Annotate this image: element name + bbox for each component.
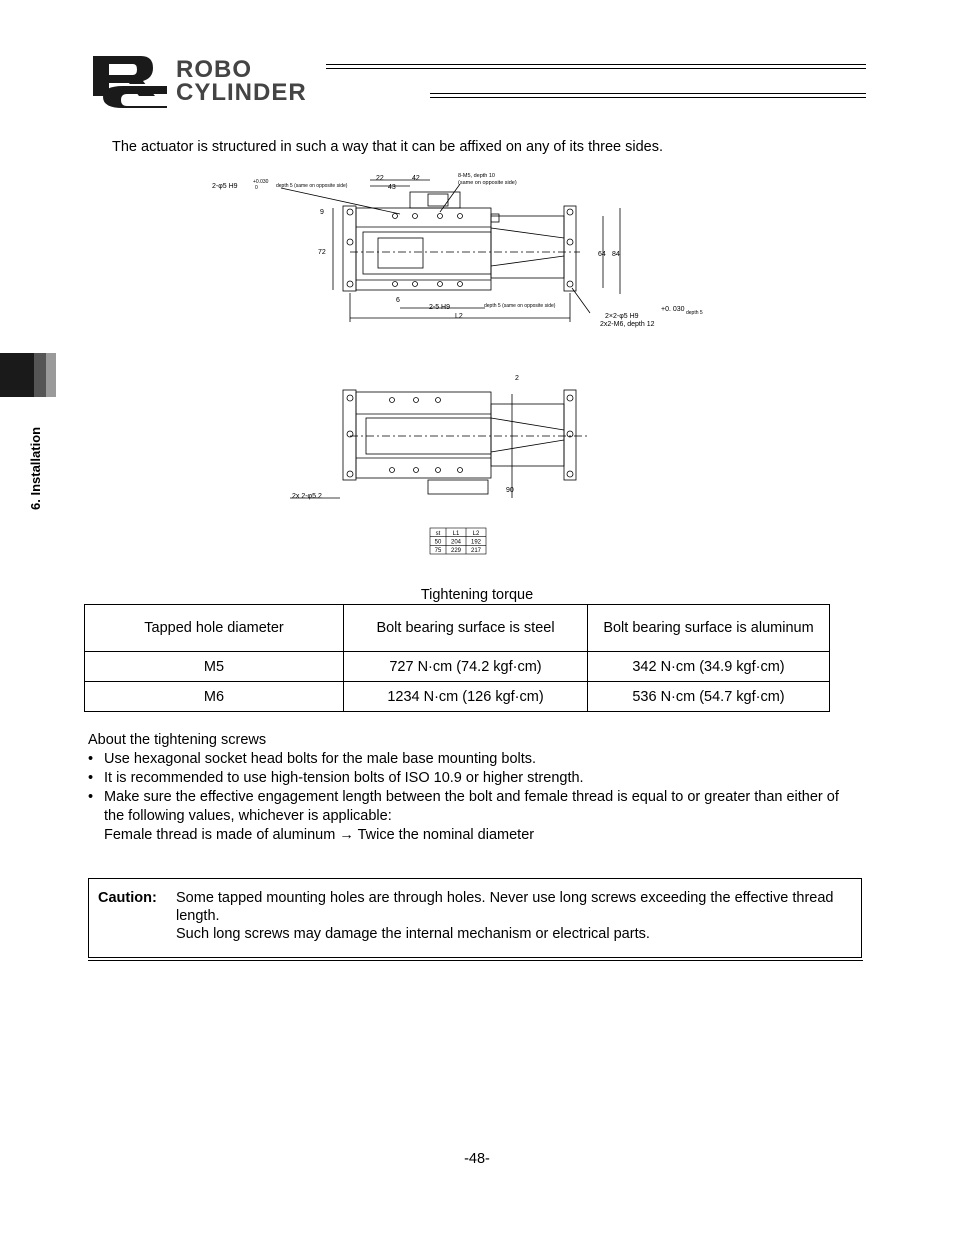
header-rule [430,97,866,98]
dim-64: 64 [598,251,606,258]
label-2phi5: 2-φ5 H9 [212,183,238,190]
dim-90: 90 [506,487,514,494]
caution-line: Such long screws may damage the internal mechanism or electrical parts. [176,926,650,942]
caution-box [88,878,862,958]
table-header-cell: Bolt bearing surface is steel [344,605,588,652]
dim-9: 9 [320,209,324,216]
label-depth5-top: depth 5 (same on opposite side) [276,183,348,189]
table-row [85,682,830,712]
caution-line: Some tapped mounting holes are through holes. Never use long screws exceeding the effective thread length. [176,890,834,924]
table-cell: 1234 N·cm (126 kgf·cm) [344,682,588,712]
mini-th-l2: L2 [472,531,480,537]
page-number: -48- [464,1151,490,1167]
torque-table [84,604,830,712]
dim-43: 43 [388,184,396,191]
sub-note: Female thread is made of aluminum → Twice the nominal diameter [104,827,535,843]
caution-label: Caution: [98,890,157,906]
bullet-list [88,750,848,826]
bullet-icon: • [88,770,94,786]
label-depth5-bot: depth 5 (same on opposite side) [484,303,556,309]
label-tol2: +0. 030 [661,306,685,313]
label-2x2phi5: 2×2-φ5 H9 [605,313,639,320]
mini-cell: 217 [470,548,482,554]
mini-cell: 192 [470,539,482,546]
intro-text: The actuator is structured in such a way that it can be affixed on any of its three sides. [112,139,664,155]
actuator-dimension-drawing [200,168,720,558]
label-8m5-b: (same on opposite side) [458,180,517,186]
mini-cell: 204 [450,539,462,546]
side-tab-label: 6. Installation [28,426,43,510]
label-8m5: 8-M5, depth 10 [458,173,495,179]
label-l2: L2 [455,313,463,320]
dim-6: 6 [396,297,400,304]
table-cell: M6 [85,682,344,712]
label-tol: +0.030 [253,179,269,185]
table-cell: 727 N·cm (74.2 kgf·cm) [344,652,588,682]
bullet-icon: • [88,751,94,767]
mini-cell: 229 [450,548,462,554]
label-tol0: 0 [255,185,258,191]
bullet-icon: • [88,789,94,805]
header-rule [326,64,866,65]
caution-text [176,889,856,943]
label-2x2phi52: 2x 2-φ5.2 [292,493,322,500]
mini-th-l1: L1 [452,531,460,537]
label-25h9: 2-5 H9 [429,304,451,311]
tightening-screws-section [88,731,848,845]
side-tab-marker [0,353,34,397]
list-item: • It is recommended to use high-tension bolts of ISO 10.9 or higher strength. [88,770,584,786]
table-cell: 342 N·cm (34.9 kgf·cm) [588,652,830,682]
table-cell: 536 N·cm (54.7 kgf·cm) [588,682,830,712]
caution-box-rule [88,960,863,961]
table-cell: M5 [85,652,344,682]
side-tab-marker [34,353,46,397]
dim-42: 42 [412,175,420,182]
header-rule [430,93,866,94]
mini-th-st: st [435,531,441,537]
label-2x2m6: 2x2-M6, depth 12 [600,321,655,328]
list-item: • Make sure the effective engagement length between the bolt and female thread is equal to or greater than either of the following values, whichever is applicable: [88,789,839,824]
label-depth5-r: depth 5 [686,310,703,316]
dim-22: 22 [376,175,384,182]
mini-cell: 50 [434,539,442,546]
dim-84: 84 [612,251,620,258]
mini-cell: 75 [434,548,442,554]
side-tab-marker [46,353,56,397]
logo-text [176,58,307,104]
logo-line-2: CYLINDER [176,79,307,106]
section-heading: About the tightening screws [88,732,267,748]
header-rule [326,68,866,69]
table-header-row [85,605,830,652]
table-header-cell: Bolt bearing surface is aluminum [588,605,830,652]
logo-line-1: ROBO [176,56,252,83]
table-row [85,652,830,682]
dim-72: 72 [318,249,326,256]
list-item: • Use hexagonal socket head bolts for the male base mounting bolts. [88,751,537,767]
torque-table-title: Tightening torque [420,587,534,603]
dim-2: 2 [515,375,519,382]
rc-logo-icon [93,56,171,108]
table-header-cell: Tapped hole diameter [85,605,344,652]
